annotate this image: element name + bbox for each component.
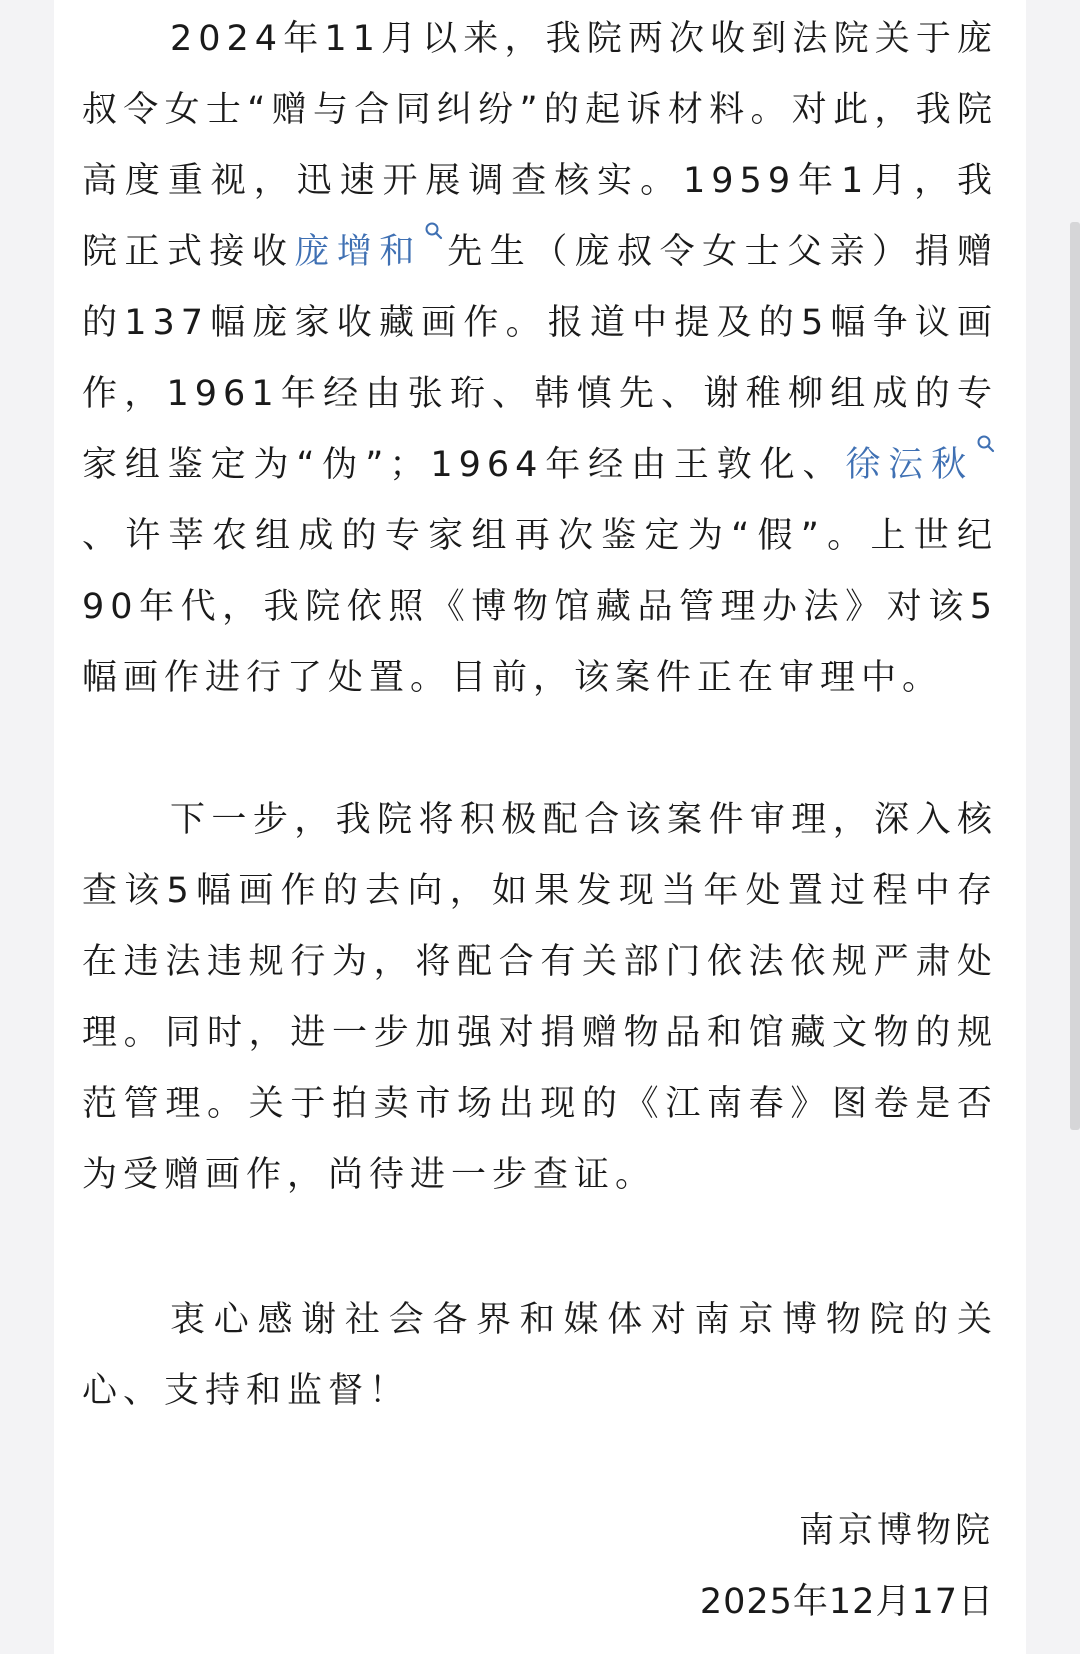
signature-organization: 南京博物院 — [798, 1511, 994, 1551]
signature-date: 2025年12月17日 — [699, 1582, 994, 1622]
paragraph-1 — [82, 4, 998, 714]
entity-link-xu-yunqiu[interactable]: 徐沄秋 — [845, 445, 974, 485]
paragraph-2: 下一步，我院将积极配合该案件审理，深入核查该5幅画作的去向，如果发现当年处置过程中存在违法违规行为，将配合有关部门依法依规严肃处理。同时，进一步加强对捐赠物品和馆藏文物的规范管理。关于拍卖市场出现的《江南春》图卷是否为受赠画作，尚待进一步查证。 — [82, 800, 998, 1195]
paragraph-1-text-c: 、许莘农组成的专家组再次鉴定为“假”。上世纪90年代，我院依照《博物馆藏品管理办法》对该5幅画作进行了处置。目前，该案件正在审理中。 — [82, 516, 998, 698]
search-icon[interactable] — [976, 434, 996, 454]
article-body — [54, 0, 1026, 1654]
entity-link-pang-zenghe[interactable]: 庞增和 — [294, 232, 422, 272]
paragraph-1-text-a: 2024年11月以来，我院两次收到法院关于庞叔令女士“赠与合同纠纷”的起诉材料。对此，我院高度重视，迅速开展调查核实。1959年1月，我院正式接收 — [82, 19, 998, 272]
paragraph-3: 衷心感谢社会各界和媒体对南京博物院的关心、支持和监督！ — [82, 1300, 998, 1411]
search-icon[interactable] — [424, 221, 444, 241]
paragraph-1-text-b: 先生（庞叔令女士父亲）捐赠的137幅庞家收藏画作。报道中提及的5幅争议画作，1961年经由张珩、韩慎先、谢稚柳组成的专家组鉴定为“伪”；1964年经由王敦化、 — [82, 232, 998, 485]
scrollbar[interactable] — [1070, 222, 1080, 1130]
